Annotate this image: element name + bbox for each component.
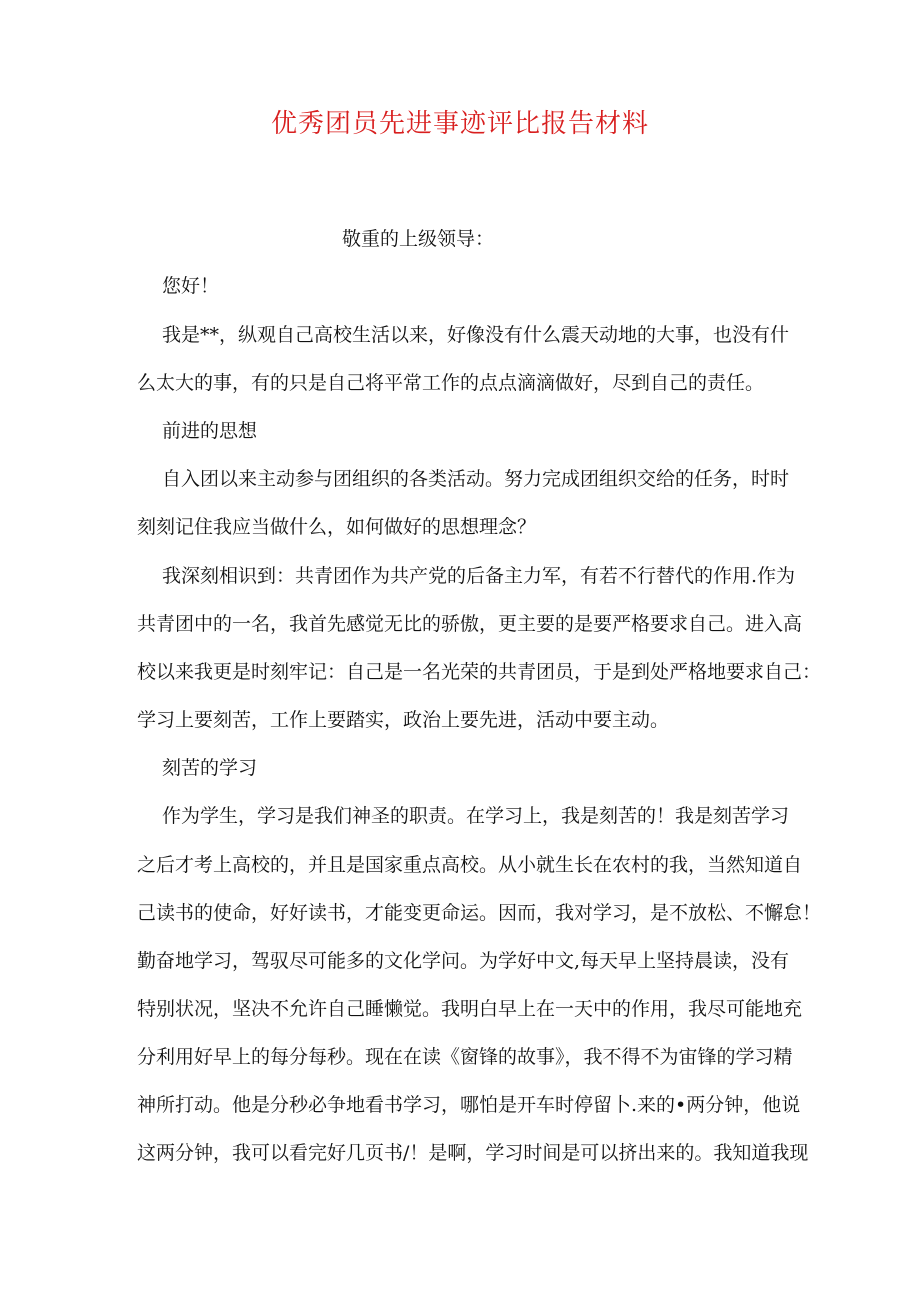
paragraph-line: 作为学生，学习是我们神圣的职责。在学习上，我是刻苦的！我是刻苦学习 [162,805,790,827]
paragraph-line: 刻刻记住我应当做什么，如何做好的思想理念？ [137,516,537,538]
paragraph-line: 自入团以来主动参与团组织的各类活动。努力完成团组织交给的任务，时时 [162,468,790,490]
section-heading: 前进的思想 [162,420,258,442]
paragraph-line: 学习上要刻苦，工作上要踏实，政治上要先进，活动中要主动。 [137,709,670,731]
paragraph-line: 您好！ [162,275,220,297]
document-title: 优秀团员先进事迹评比报告材料 [270,109,649,139]
paragraph-line: 么太大的事，有的只是自己将平常工作的点点滴滴做好，尽到自己的责任。 [137,372,765,394]
paragraph-line: 勤奋地学习，驾驭尽可能多的文化学问。为学好中文,每天早上坚持晨读，没有 [137,950,790,972]
paragraph-line: 校以来我更是时刻牢记：自己是一名光荣的共青团员，于是到处严格地要求自己： [137,661,822,683]
section-heading: 刻苦的学习 [162,757,258,779]
paragraph-line: 这两分钟，我可以看完好几页书/！是啊，学习时间是可以挤出来的。我知道我现 [137,1142,809,1164]
salutation: 敬重的上级领导： [342,228,495,250]
paragraph-line: 分利用好早上的每分每秒。现在在读《窗锋的故事》，我不得不为宙锋的学习精 [137,1046,793,1068]
paragraph-line: 己读书的使命，好好读书，才能变更命运。因而，我对学习，是不放松、不懈怠！ [137,902,822,924]
paragraph-line: 我是**，纵观自己高校生活以来，好像没有什么震天动地的大事，也没有什 [162,324,790,346]
paragraph-line: 共青团中的一名，我首先感觉无比的骄傲，更主要的是要严格要求自己。进入高 [137,613,803,635]
paragraph-line: 之后才考上高校的，并且是国家重点高校。从小就生长在农村的我，当然知道自 [137,854,803,876]
paragraph-line: 我深刻相识到：共青团作为共产党的后备主力军，有若不行替代的作用.作为 [162,565,796,587]
paragraph-line: 神所打动。他是分秒必争地看书学习，哪怕是开车时停留卜.来的•两分钟，他说 [137,1094,801,1116]
paragraph-line: 特别状况，坚决不允许自己睡懒觉。我明白早上在一天中的作用，我尽可能地充 [137,998,803,1020]
